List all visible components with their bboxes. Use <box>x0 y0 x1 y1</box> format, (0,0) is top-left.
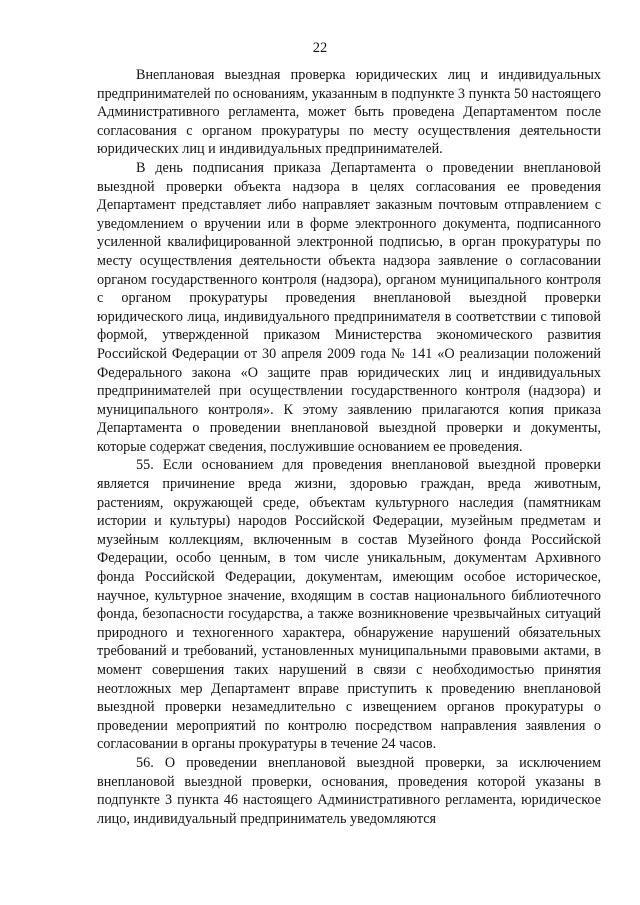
paragraph-unscheduled-inspection: Внеплановая выездная проверка юридических лиц и индивидуальных предпринимателей по основаниям, указанным в подпункте 3 пункта 50 настоящего Административного регламента, может быть проведена Департаментом после согласования с органом прокуратуры по месту осуществления деятельности юридических лиц и индивидуальных предпринимателей. <box>97 67 601 158</box>
paragraph-item-56: 56. О проведении внеплановой выездной проверки, за исключением внеплановой выездной проверки, основания, проведения которой указаны в подпункте 3 пункта 46 настоящего Административного регламента, юридическое лицо, индивидуальный предприниматель уведомляются <box>97 754 601 827</box>
paragraph-approval-procedure: В день подписания приказа Департамента о проведении внеплановой выездной проверки объекта надзора в целях согласования ее проведения Департамент представляет либо направляет заказным почтовым отправлением с уведомлением о вручении или в форме электронного документа, подписанного усиленной квалифицированной электронной подписью, в орган прокуратуры по месту осуществления деятельности объекта надзора заявление о согласовании органом государственного контроля (надзора), органом муниципального контроля с органом прокуратуры проведения внеплановой выездной проверки юридического лица, индивидуального предпринимателя в соответствии с типовой формой, утвержденной приказом Министерства экономического развития Российской Федерации от 30 апреля 2009 года № 141 «О реализации положений Федерального закона «О защите прав юридических лиц и индивидуальных предпринимателей при осуществлении государственного контроля (надзора) и муниципального контроля». К этому заявлению прилагаются копия приказа Департамента о проведении внеплановой выездной проверки и документы, которые содержат сведения, послужившие основанием ее проведения. <box>97 159 601 455</box>
page-number: 22 <box>312 40 328 56</box>
paragraph-item-55: 55. Если основанием для проведения внеплановой выездной проверки является причинение вреда жизни, здоровью граждан, вреда животным, растениям, окружающей среде, объектам культурного наследия (памятникам истории и культуры) народов Российской Федерации, музейным предметам и музейным коллекциям, включенным в состав Музейного фонда Российской Федерации, особо ценным, в том числе уникальным, документам Архивного фонда Российской Федерации, документам, имеющим особое историческое, научное, культурное значение, входящим в состав национального библиотечного фонда, безопасности государства, а также возникновение чрезвычайных ситуаций природного и техногенного характера, обнаружение нарушений обязательных требований и требований, установленных муниципальными правовыми актами, в момент совершения таких нарушений в связи с необходимостью принятия неотложных мер Департамент вправе приступить к проведению внеплановой выездной проверки незамедлительно с извещением органов прокуратуры о проведении мероприятий по контролю посредством направления заявления о согласовании в органы прокуратуры в течение 24 часов. <box>97 457 601 753</box>
document-body <box>97 66 601 828</box>
